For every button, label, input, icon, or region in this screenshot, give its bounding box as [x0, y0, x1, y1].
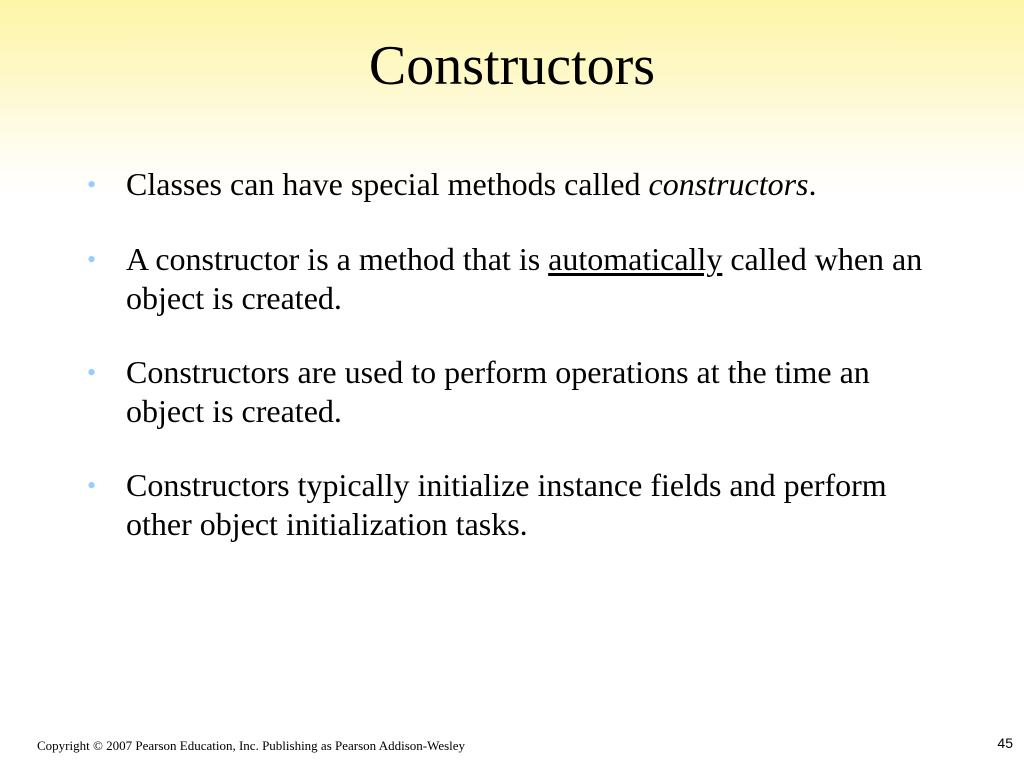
underlined-term: automatically	[548, 241, 723, 277]
bullet-icon: •	[87, 170, 97, 199]
bullet-item-1	[84, 165, 954, 204]
bullet-text: A constructor is a method that is	[126, 241, 549, 277]
bullet-text: called when an object is created.	[126, 241, 923, 316]
bullet-list	[84, 165, 954, 580]
bullet-icon: •	[87, 471, 97, 500]
emphasized-term: constructors	[648, 166, 809, 202]
bullet-text: .	[808, 166, 817, 202]
bullet-item-2	[84, 240, 954, 318]
page-number: 45	[997, 735, 1013, 751]
bullet-text: Classes can have special methods called	[126, 166, 649, 202]
bullet-icon: •	[87, 245, 97, 274]
bullet-text: Constructors are used to perform operations at the time an object is created.	[126, 354, 870, 429]
bullet-item-3	[84, 353, 954, 431]
bullet-icon: •	[87, 358, 97, 387]
footer-copyright: Copyright © 2007 Pearson Education, Inc. Publishing as Pearson Addison-Wesley	[37, 738, 466, 753]
slide-title: Constructors	[368, 35, 656, 97]
bullet-text: Constructors typically initialize instance fields and perform other object initialization tasks.	[126, 467, 887, 542]
bullet-item-4	[84, 466, 954, 544]
